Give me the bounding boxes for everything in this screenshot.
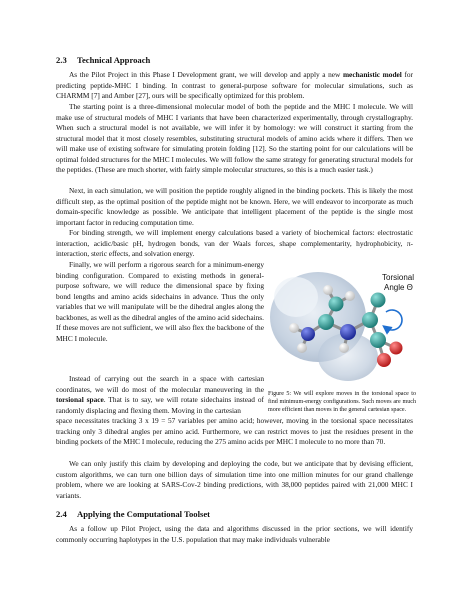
torsion-arrow-icon (386, 310, 402, 330)
paragraph-follow-up: As a follow up Pilot Project, using the data and algorithms discussed in the prior sections, we will identify commonly occurring haplotypes in the U.S. population that may make individuals vulnerable (56, 524, 413, 544)
paragraph-torsional-space-continued: space necessitates tracking 3 x 19 = 57 variables per amino acid; however, moving in the torsional space necessitates tracking only 3 dihedral angles per amino acid. Furthermore, we can restrict moves to just the residues present in the binding pockets of the MHC I molecule, reducing the 275 amino acids per MHC I molecule to no more than 70. (56, 416, 413, 446)
molecule-figure (268, 262, 416, 389)
paragraph-mechanistic-model (56, 70, 413, 102)
section-number: 2.4 (56, 509, 67, 519)
paragraph-starting-point: The starting point is a three-dimensional molecular model of both the peptide and the MHC I molecule. We will make use of structural models of MHC I variants that have been characterized experimentally, through crystallography. When such a structural model is not available, we will infer it by homology: we will construct it starting from the structural model that it most closely resembles, substituting structural models of amino acids where it differs. Then we will make use of existing software for simulating protein folding [12]. So the starting point for our calculations will be optimal folded structures for the MHC I molecules. We will follow the same strategy for generating structural models for the peptides. (These are much shorter, with fairly simple molecular structures, so this is a much easier task.) (56, 102, 413, 174)
paragraph-text: As the Pilot Project in this Phase I Development grant, we will develop and apply a new (69, 70, 343, 79)
paragraph-text: . That is to say, we will rotate sidechains instead of randomly displacing and flexing them. Moving in the cartesian (56, 395, 264, 415)
section-title: Technical Approach (77, 55, 151, 65)
section-number: 2.3 (56, 55, 67, 65)
section-heading-applying-toolset (56, 509, 210, 519)
paragraph-positioning: Next, in each simulation, we will position the peptide roughly aligned in the binding pockets. This is likely the most difficult step, as the optimal position of the peptide might not be known. Here, we will endeavor to incorporate as much domain-specific knowledge as possible. We anticipate that intelligent placement of the peptide is the single most important factor in reducing computation time. (56, 186, 413, 227)
torsional-label-line2: Angle Θ (384, 283, 413, 292)
paragraph-justification: We can only justify this claim by developing and deploying the code, but we anticipate that by devising efficient, custom algorithms, we can turn one billion days of simulation time into one million minutes for our grand challenge problem, where we are looking at SARS-Cov-2 binding predictions, with 38,000 peptides paired with 21,000 MHC I variants. (56, 459, 413, 500)
section-heading-technical-approach (56, 55, 150, 65)
paragraph-text: for predicting peptide-MHC I binding. In contrast to general-purpose software for molecular simulations, such as CHARMM [7] and Amber [27], ours will be specifically optimized for this problem. (56, 70, 413, 100)
paragraph-text: Instead of carrying out the search in a space with cartesian coordinates, we will do most of the molecular maneuvering in the (56, 374, 264, 394)
paragraph-search: Finally, we will perform a rigorous search for a minimum-energy binding configuration. Compared to existing methods in general-purpose software, we will reduce the dimensional space by fixing bond lengths and amino acids sidechains in advance. Thus the only variables that we will manipulate will be the dihedral angles along the backbones, as well as the dihedral angles of the amino acid sidechains. If these moves are not sufficient, we will also flex the backbone of the MHC I molecule. (56, 260, 264, 343)
paragraph-torsional-space (56, 374, 264, 416)
torsional-label-line1: Torsional (382, 273, 415, 282)
section-title: Applying the Computational Toolset (77, 509, 210, 519)
bold-term: torsional space (56, 395, 104, 404)
bold-term: mechanistic model (342, 70, 402, 79)
figure-caption: Figure 5: We will explore moves in the torsional space to find minimum-energy configurations. Such moves are much more efficient than moves in the general cartesian space. (268, 391, 416, 414)
paragraph-binding-strength: For binding strength, we will implement energy calculations based a variety of biochemical factors: electrostatic interaction, acidic/basic pH, hydrogen bonds, van der Waals forces, shape complementarity, hydrophobicity, π-interaction, steric effects, and solvation energy. (56, 228, 413, 258)
